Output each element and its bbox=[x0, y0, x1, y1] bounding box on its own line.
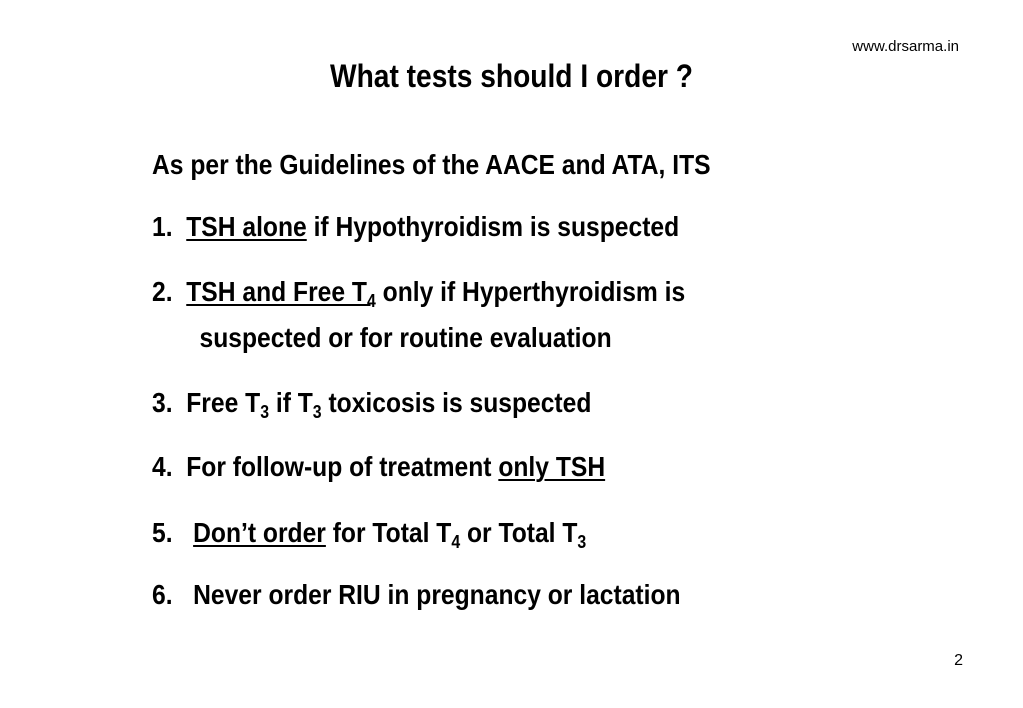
item-number: 3. bbox=[152, 387, 173, 418]
item-number: 6. bbox=[152, 579, 173, 610]
item-text: if Hypothyroidism is suspected bbox=[306, 211, 680, 242]
item-emphasis: TSH alone bbox=[186, 211, 307, 242]
item-text: For follow-up of treatment bbox=[186, 451, 499, 482]
subscript: 3 bbox=[312, 402, 322, 422]
intro-line: As per the Guidelines of the AACE and ATA, ITS bbox=[152, 149, 711, 180]
subscript: 4 bbox=[451, 532, 461, 552]
item-text: toxicosis is suspected bbox=[321, 387, 592, 418]
item-number: 2. bbox=[152, 276, 173, 307]
item-emphasis: only TSH bbox=[498, 451, 606, 482]
list-item-2 bbox=[152, 275, 685, 309]
subscript: 4 bbox=[366, 291, 376, 311]
item-text: Never order RIU in pregnancy or lactation bbox=[193, 579, 681, 610]
item-number: 5. bbox=[152, 517, 173, 548]
item-text: Free T bbox=[186, 387, 261, 418]
item-text: only if Hyperthyroidism is bbox=[375, 276, 686, 307]
list-item-6 bbox=[152, 578, 681, 612]
item-number: 4. bbox=[152, 451, 173, 482]
list-item-4 bbox=[152, 450, 605, 484]
page-number: 2 bbox=[954, 652, 963, 669]
list-item-3 bbox=[152, 386, 591, 420]
item-number: 1. bbox=[152, 211, 173, 242]
item-emphasis bbox=[186, 276, 376, 311]
subscript: 3 bbox=[577, 532, 587, 552]
slide-title: What tests should I order ? bbox=[330, 58, 693, 94]
item-text: or Total T bbox=[460, 517, 578, 548]
item-emphasis-text: TSH and Free T bbox=[186, 276, 367, 307]
subscript: 3 bbox=[260, 402, 270, 422]
item-emphasis: Don’t order bbox=[193, 517, 326, 548]
item-text: if T bbox=[269, 387, 313, 418]
list-item-2-continuation: suspected or for routine evaluation bbox=[199, 322, 612, 353]
list-item-5 bbox=[152, 516, 586, 550]
item-text: for Total T bbox=[325, 517, 452, 548]
list-item-1 bbox=[152, 210, 679, 244]
site-url: www.drsarma.in bbox=[852, 38, 959, 55]
